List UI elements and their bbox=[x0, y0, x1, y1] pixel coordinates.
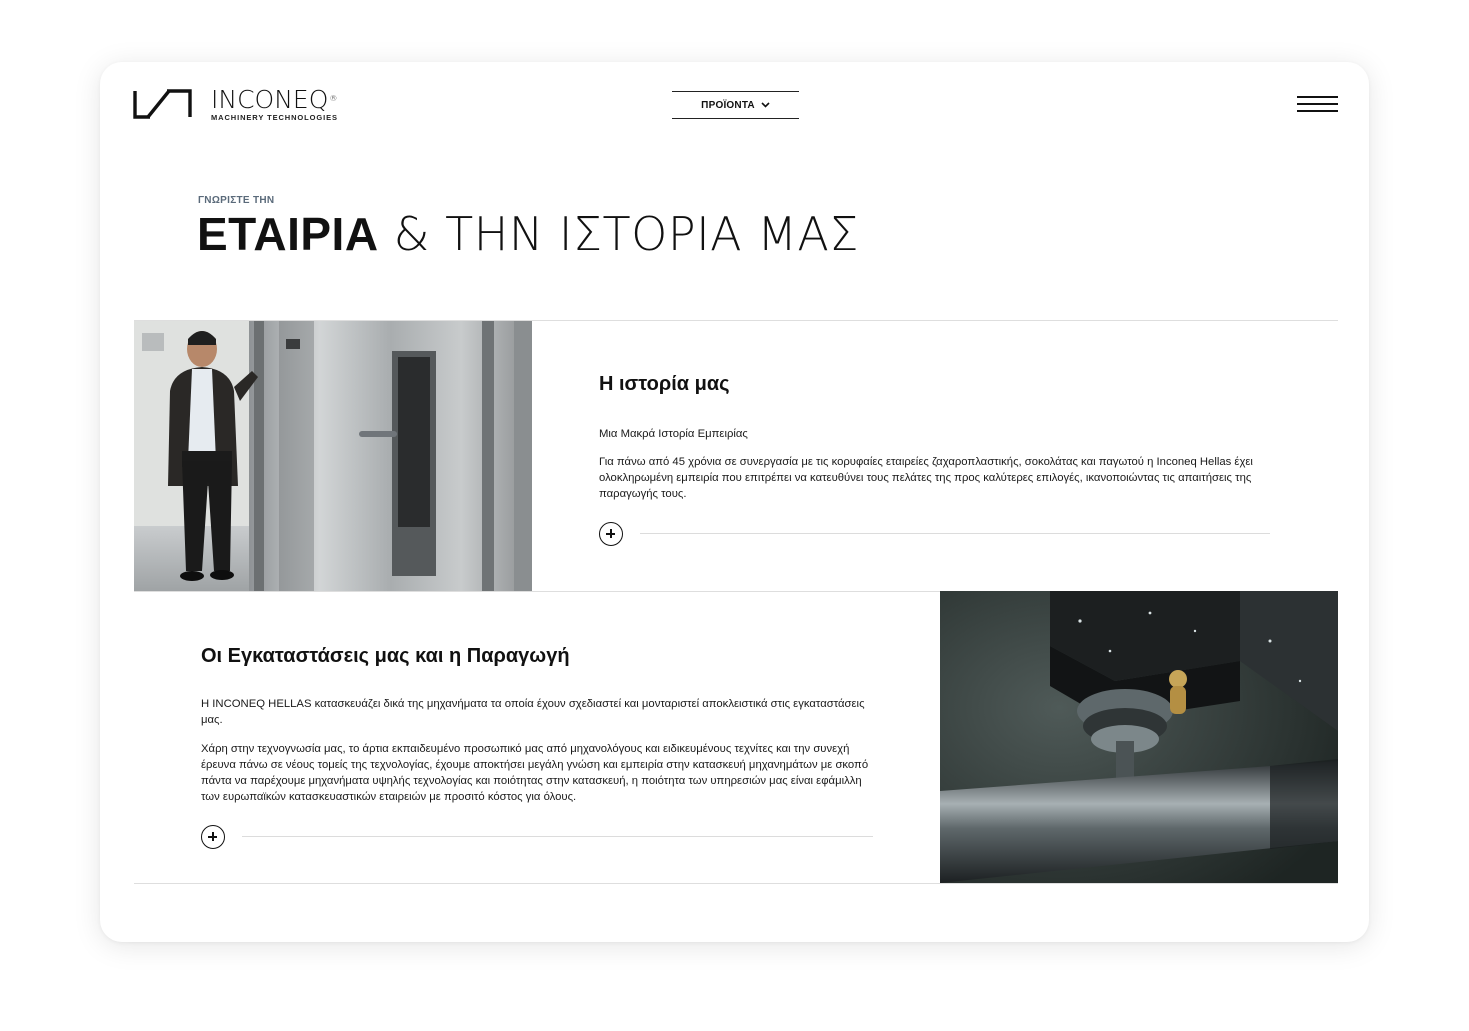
title-bold: ΕΤΑΙΡΙΑ bbox=[197, 208, 379, 260]
history-title: Η ιστορία μας bbox=[599, 373, 730, 395]
chevron-down-icon bbox=[761, 102, 770, 108]
history-expand-button[interactable] bbox=[599, 522, 623, 546]
facilities-body-2: Χάρη στην τεχνογνωσία μας, το άρτια εκπαιδευμένο προσωπικό μας από μηχανολόγους και ειδικευμένους τεχνίτες και την συνεχή έρευνα πάνω σε νέους τομείς της τεχνολογίας, έχουμε αποκτήσει μεγάλη γνώση και εμπειρία στην κατασκευή μηχανημάτων με σκοπό πάντα να παρέχουμε μηχανήματα υψηλής τεχνολογίας και ποιότητας στην κατασκευή, η ποιότητα των υπηρεσιών μας είναι εφάμιλλη των ευρωπαϊκών κατασκευαστικών εταιρειών με προσιτό κόστος για όλους. bbox=[201, 743, 869, 803]
facilities-title: Οι Εγκαταστάσεις μας και η Παραγωγή bbox=[201, 645, 570, 667]
history-subtitle: Μια Μακρά Ιστορία Εμπειρίας bbox=[599, 428, 748, 440]
title-light: & ΤΗΝ ΙΣΤΟΡΙΑ ΜΑΣ bbox=[378, 207, 859, 261]
page-title bbox=[197, 204, 859, 264]
facilities-body-1: Η INCONEQ HELLAS κατασκευάζει δικά της μηχανήματα τα οποία έχουν σχεδιαστεί και μονταριστεί αποκλειστικά στις εγκαταστάσεις μας. bbox=[201, 698, 865, 726]
logo-tagline: MACHINERY TECHNOLOGIES bbox=[211, 113, 338, 122]
logo-name: INCONEQ ® bbox=[211, 85, 338, 114]
history-line bbox=[640, 533, 1270, 534]
facilities-photo bbox=[940, 591, 1338, 883]
products-label: ΠΡΟΪΟΝΤΑ bbox=[701, 99, 755, 111]
registered-mark: ® bbox=[329, 94, 338, 103]
logo-text bbox=[211, 85, 338, 122]
products-dropdown[interactable] bbox=[672, 91, 799, 119]
hamburger-menu-icon[interactable] bbox=[1297, 94, 1338, 114]
hero-eyebrow: ΓΝΩΡΙΣΤΕ ΤΗΝ bbox=[198, 195, 275, 206]
history-body: Για πάνω από 45 χρόνια σε συνεργασία με τις κορυφαίες εταιρείες ζαχαροπλαστικής, σοκολάτας και παγωτού η Inconeq Hellas έχει ολοκληρωμένη εμπειρία που επιτρέπει να κατευθύνει τους πελάτες της προς καλύτερες επιλογές, ικανοποιώντας τις απαιτήσεις της παραγωγής τους. bbox=[599, 456, 1253, 500]
facilities-expand-button[interactable] bbox=[201, 825, 225, 849]
site-logo[interactable] bbox=[133, 85, 338, 122]
divider bbox=[134, 883, 1338, 884]
history-photo bbox=[134, 321, 532, 591]
inconeq-logo-icon bbox=[133, 88, 193, 120]
facilities-line bbox=[242, 836, 873, 837]
page-card bbox=[100, 62, 1369, 942]
